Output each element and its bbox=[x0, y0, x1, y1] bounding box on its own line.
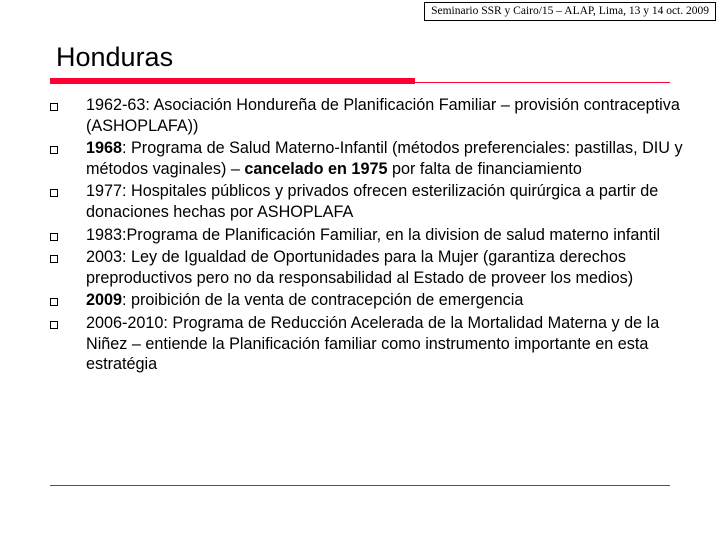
item-text-bold: cancelado en 1975 bbox=[244, 159, 388, 178]
bullet-list bbox=[50, 95, 690, 377]
title-underline bbox=[50, 78, 415, 84]
square-bullet-icon bbox=[50, 321, 58, 329]
square-bullet-icon bbox=[50, 298, 58, 306]
list-item bbox=[50, 95, 690, 136]
item-year: 1968 bbox=[86, 139, 123, 158]
square-bullet-icon bbox=[50, 189, 58, 197]
header-label: Seminario SSR y Cairo/15 – ALAP, Lima, 13 y 14 oct. 2009 bbox=[424, 2, 716, 21]
item-text: : Programa de Salud Materno-Infantil (métodos preferenciales: pastillas, DIU y métodos vaginales) – bbox=[86, 139, 683, 178]
square-bullet-icon bbox=[50, 146, 58, 154]
list-item bbox=[50, 247, 690, 288]
list-item bbox=[50, 138, 690, 179]
item-year: 2009 bbox=[86, 291, 123, 310]
item-text: 1977: Hospitales públicos y privados ofrecen esterilización quirúrgica a partir de donaciones hechas por ASHOPLAFA bbox=[86, 182, 659, 221]
item-text: 2003: Ley de Igualdad de Oportunidades para la Mujer (garantiza derechos preproductivos pero no da responsabilidad al Estado de proveer los medios) bbox=[86, 248, 634, 287]
item-text: por falta de financiamiento bbox=[387, 159, 582, 178]
list-item bbox=[50, 313, 690, 375]
square-bullet-icon bbox=[50, 103, 58, 111]
item-text: : proibición de la venta de contracepción de emergencia bbox=[122, 291, 524, 310]
footer-divider bbox=[50, 485, 670, 486]
list-item bbox=[50, 290, 690, 311]
list-item bbox=[50, 225, 690, 246]
title-underline-thin bbox=[415, 82, 670, 83]
square-bullet-icon bbox=[50, 255, 58, 263]
list-item bbox=[50, 181, 690, 222]
item-text: 1962-63: Asociación Hondureña de Planificación Familiar – provisión contraceptiva (ASHOPLAFA)) bbox=[86, 96, 680, 135]
square-bullet-icon bbox=[50, 233, 58, 241]
item-text: 2006-2010: Programa de Reducción Acelerada de la Mortalidad Materna y de la Niñez – entiende la Planificación familiar como instrumento importante en esta estratégia bbox=[86, 314, 660, 374]
slide-title: Honduras bbox=[56, 42, 174, 72]
item-text: 1983:Programa de Planificación Familiar, en la division de salud materno infantil bbox=[86, 225, 661, 244]
